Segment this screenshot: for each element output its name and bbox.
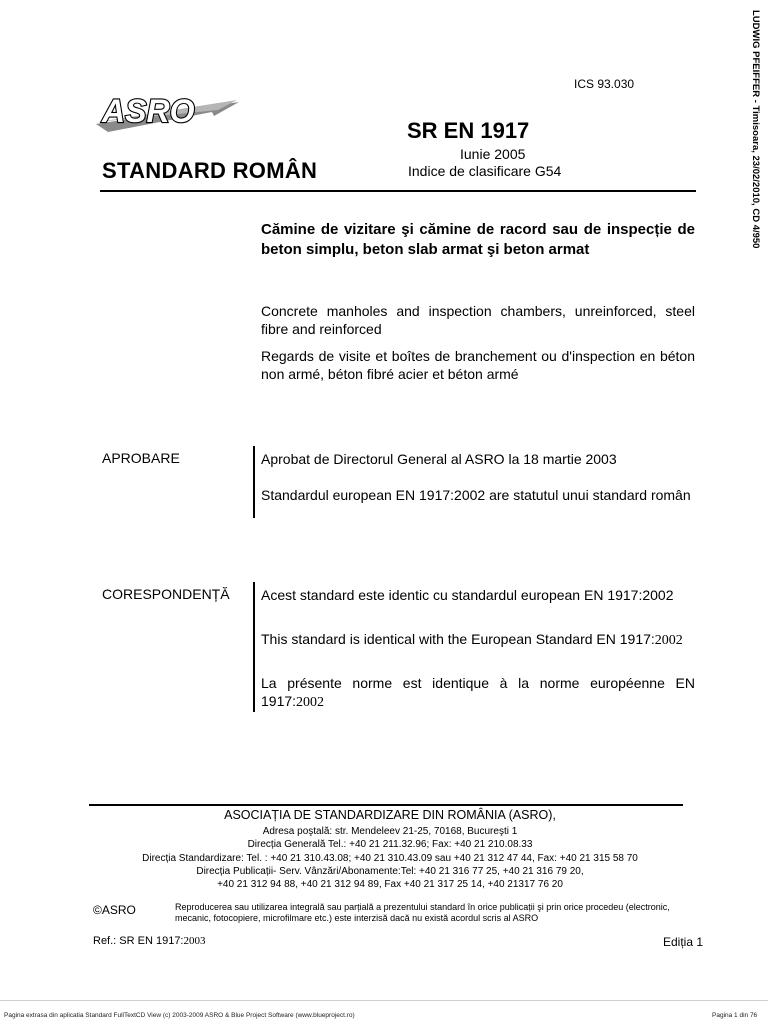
aprobare-status: Standardul european EN 1917:2002 are statutul unui standard român <box>261 487 691 503</box>
corespondenta-en-text: This standard is identical with the European Standard EN 1917: <box>261 631 655 647</box>
reference-code <box>93 935 206 947</box>
aprobare-label: APROBARE <box>102 450 180 466</box>
page-footer-divider <box>0 1000 768 1001</box>
corespondenta-label: CORESPONDENȚĂ <box>102 586 230 602</box>
title-french: Regards de visite et boîtes de branchement ou d'inspection en béton non armé, béton fibré acier et béton armé <box>261 348 695 382</box>
ics-code: ICS 93.030 <box>574 77 635 91</box>
header-divider <box>100 190 696 192</box>
title-english: Concrete manholes and inspection chambers, unreinforced, steel fibre and reinforced <box>261 303 695 337</box>
asro-logo-graphic <box>94 88 242 138</box>
copyright-mark: ©ASRO <box>93 903 136 917</box>
aprobare-text: Aprobat de Directorul General al ASRO la 18 martie 2003 <box>261 451 617 467</box>
reference-year: 2003 <box>183 935 206 947</box>
corespondenta-ro: Acest standard este identic cu standardul european EN 1917:2002 <box>261 587 674 603</box>
copyright-notice: Reproducerea sau utilizarea integrală sau parțială a prezentului standard în orice publicații şi prin orice procedeu (electronic, mecanic, fotocopiere, microfilmare etc.) este interzisă dacă nu există acordul scris al ASRO <box>175 902 670 923</box>
edition-label: Ediția 1 <box>663 935 704 949</box>
corespondenta-bar <box>253 582 255 712</box>
side-stamp-text: LUDWIG PFEIFFER - Timisoara, 23/02/2010, CD 4/950 <box>750 10 761 249</box>
page-counter: Pagina 1 din 76 <box>712 1012 758 1019</box>
publication-date: Iunie 2005 <box>460 146 526 162</box>
svg-text:ASRO: ASRO <box>102 93 195 129</box>
corespondenta-fr-text: La présente norme est identique à la norme européenne EN 1917: <box>261 675 695 709</box>
standard-heading: STANDARD ROMÂN <box>102 158 318 183</box>
footer-source: Pagina extrasa din aplicatia Standard FullTextCD View (c) 2003-2009 ASRO & Blue Project Software (www.blueproject.ro) <box>4 1012 355 1019</box>
asro-logo <box>94 88 242 138</box>
publications-directorate-line: Direcția Publicații- Serv. Vânzări/Abonamente:Tel: +40 21 316 77 25, +40 21 316 79 20, <box>196 866 584 877</box>
general-directorate-line: Direcția Generală Tel.: +40 21 211.32.96; Fax: +40 21 210.08.33 <box>247 839 533 850</box>
publications-phones-line: +40 21 312 94 88, +40 21 312 94 89, Fax +40 21 317 25 14, +40 21317 76 20 <box>217 879 563 890</box>
corespondenta-en-year: 2002 <box>654 633 683 648</box>
address-line: Adresa poştală: str. Mendeleev 21-25, 70168, Bucureşti 1 <box>262 826 518 837</box>
standard-code: SR EN 1917 <box>407 118 530 143</box>
side-stamp <box>747 10 761 310</box>
title-romanian: Cămine de vizitare şi cămine de racord sau de inspecție de beton simplu, beton slab armat şi beton armat <box>261 221 695 258</box>
association-name: ASOCIAȚIA DE STANDARDIZARE DIN ROMÂNIA (ASRO), <box>224 808 556 822</box>
standardization-directorate-line: Direcția Standardizare: Tel. : +40 21 310.43.08; +40 21 310.43.09 sau +40 21 312 47 44, Fax: +40 21 315 58 70 <box>142 853 638 864</box>
corespondenta-fr <box>261 674 695 712</box>
footer-divider <box>89 804 683 806</box>
reference-label: Ref.: SR EN 1917: <box>93 935 184 947</box>
corespondenta-en <box>261 630 695 650</box>
corespondenta-fr-year: 2002 <box>296 695 325 710</box>
classification-index: Indice de clasificare G54 <box>408 163 562 179</box>
aprobare-bar <box>253 446 255 518</box>
